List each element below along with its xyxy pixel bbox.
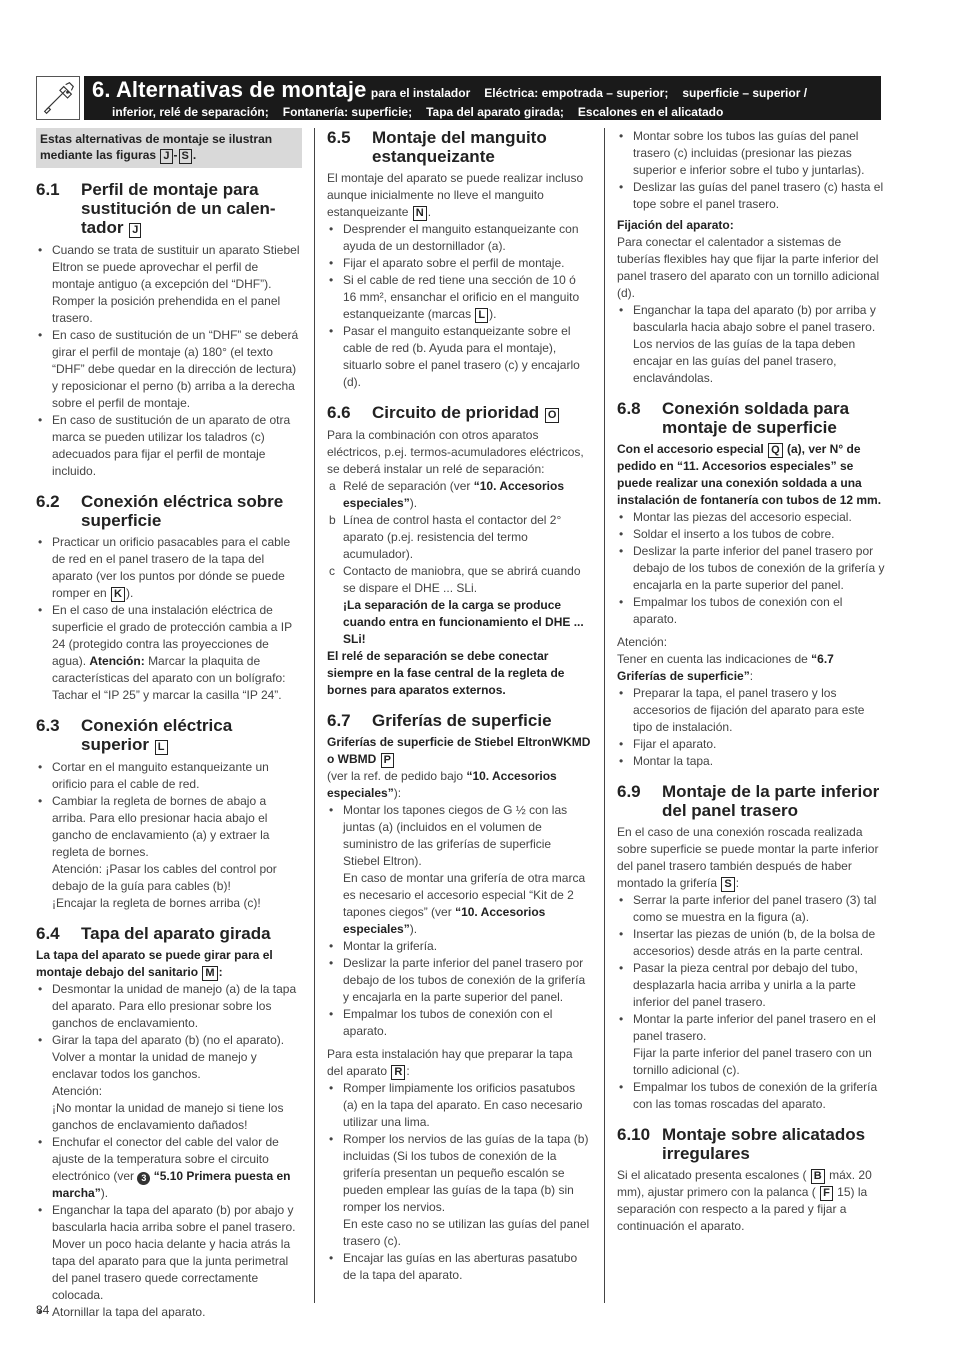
tool-icon [36, 76, 80, 120]
figure-ref: J [129, 223, 141, 238]
list-item: • Cambiar la regleta de bornes de abajo a arriba. Para ello presionar hacia abajo el gancho de enclavamiento (a) y extraer la regleta de bornes. Atención: ¡Pasar los cables del control por debajo de la guía para cables (b)! ¡Encajar la regleta de bornes arriba (c)! [36, 793, 302, 912]
figures-note: Estas alternativas de montaje se ilustran mediante las figuras J - S . [36, 128, 302, 168]
figure-ref: O [545, 408, 560, 423]
list-item: • Deslizar la parte inferior del panel trasero por debajo de los tubos de conexión de la grifería y encajarla en la parte superior del panel. [617, 543, 885, 594]
list-6-4 [36, 981, 302, 1321]
list-item: c Contacto de maniobra, que se abrirá cuando se dispare el DHE ... SLi. ¡La separación de la carga se produce cuando entra en funcionamiento el DHE ... SLi! [329, 564, 584, 646]
list-item: • Fijar el aparato. [617, 736, 885, 753]
header-line2-a: inferior, relé de separación; [112, 105, 269, 119]
list-6-5 [327, 221, 591, 391]
list-item: • Preparar la tapa, el panel trasero y los accesorios de fijación del aparato para este tipo de instalación. [617, 685, 885, 736]
figure-ref: K [111, 587, 125, 602]
list-item: • Deslizar las guías del panel trasero (c) hasta el tope sobre el panel trasero. [617, 179, 885, 213]
list-item: • Romper los nervios de las guías de la tapa (b) incluidas (Si los tubos de conexión de la grifería presentan un pequeño escalón se pueden emplear las guías de la tapa (b) sin romper los nervios. En este caso no se utilizan las guías del panel trasero (c). [327, 1131, 591, 1250]
page-number: 84 [36, 1303, 50, 1317]
list-fixation [617, 302, 885, 387]
column-1 [36, 128, 302, 1321]
paragraph: Para esta instalación hay que preparar la tapa del aparato R : [327, 1047, 573, 1078]
list-item: • Romper limpiamente los orificios pasatubos (a) en la tapa del aparato. En caso necesario utilizar una lima. [327, 1080, 591, 1131]
list-item: • Montar la grifería. [327, 938, 591, 955]
heading-6-8: 6.8 Conexión soldada para montaje de superficie [617, 399, 850, 437]
list-item: • Empalmar los tubos de conexión de la grifería con las tomas roscadas del aparato. [617, 1079, 885, 1113]
figure-ref: M [202, 966, 217, 981]
heading-6-3: 6.3 Conexión eléctrica superior L [36, 716, 233, 754]
heading-6-5: 6.5 Montaje del manguito estanqueizante [327, 128, 547, 166]
figure-ref: F [820, 1186, 833, 1201]
list-item: • Montar los tapones ciegos de G ½ con las juntas (a) (incluidos en el volumen de suministro de las griferías de superficie Stiebel Eltron). En caso de montar una grifería de otra marca es necesario el accesorio especial “Kit de 2 tapones ciegos” (ver “10. Accesorios especiales”). [327, 802, 591, 938]
lettered-list [327, 478, 591, 648]
list-item: • En caso de sustitución de un aparato de otra marca se pueden utilizar los taladros (c) adecuados para fijar el perfil de montaje incluido. [36, 412, 302, 480]
list-item: • Fijar el aparato sobre el perfil de montaje. [327, 255, 591, 272]
figure-ref: S [721, 877, 734, 892]
list-item: • Girar la tapa del aparato (b) (no el aparato). Volver a montar la unidad de manejo y enclavar todos los ganchos. Atención: ¡No montar la unidad de manejo si tiene los ganchos de enclavamiento dañados! [36, 1032, 302, 1134]
list-item: • Desmontar la unidad de manejo (a) de la tapa del aparato. Para ello presionar sobre los ganchos de enclavamiento. [36, 981, 302, 1032]
header-line2-b: Fontanería: superficie; [282, 105, 413, 119]
list-item: • Encajar las guías en las aberturas pasatubo de la tapa del aparato. [327, 1250, 591, 1284]
section-header [84, 76, 881, 120]
list-item: • Montar sobre los tubos las guías del panel trasero (c) incluidas (presionar las piezas superior e inferior sobre el tubo y juntarlas). [617, 128, 885, 179]
list-item: • Cortar en el manguito estanqueizante un orificio para el cable de red. [36, 759, 302, 793]
header-line2-d: Escalones en el alicatado [577, 105, 724, 119]
column-3 [617, 128, 885, 1235]
column-2 [327, 128, 591, 1284]
list-item: a Relé de separación (ver “10. Accesorios especiales”). [329, 479, 565, 510]
paragraph: Griferías de superficie de Stiebel EltronWKMD o WBMD P [327, 735, 591, 766]
figure-ref: L [155, 740, 168, 755]
step-circle-icon: 3 [137, 1172, 150, 1185]
list-6-7-prep [327, 1080, 591, 1284]
paragraph: El relé de separación se debe conectar siempre en la fase central de la regleta de bornes para aparatos externos. [327, 649, 565, 697]
list-item: • Practicar un orificio pasacables para el cable de red en el panel trasero de la tapa del aparato (ver los puntos por dónde se puede romper en K ). [36, 534, 302, 602]
list-continued [617, 128, 885, 213]
list-item: b Línea de control hasta el contactor del 2° aparato (p.ej. resistencia del termo acumulador). [329, 513, 562, 561]
paragraph: Tener en cuenta las indicaciones de “6.7 Griferías de superficie”: [617, 652, 834, 683]
heading-6-10: 6.10 Montaje sobre alicatados irregulares [617, 1125, 866, 1163]
list-item: • Desprender el manguito estanqueizante con ayuda de un destornillador (a). [327, 221, 591, 255]
heading-6-6: 6.6 Circuito de prioridad O [327, 403, 591, 423]
subheading: Fijación del aparato: [617, 218, 734, 232]
list-6-9 [617, 892, 885, 1113]
list-item: • Montar la tapa. [617, 753, 885, 770]
heading-6-2: 6.2 Conexión eléctrica sobre superficie [36, 492, 284, 530]
figure-ref: Q [768, 443, 783, 458]
attention-label: Atención: [617, 635, 668, 649]
paragraph: En el caso de una conexión roscada realizada sobre superficie se puede montar la parte inferior del panel trasero también después de haber montado la grifería S : [617, 825, 879, 890]
paragraph: Con el accesorio especial Q (a), ver N° de pedido en “11. Accesorios especiales” se puede realizar una conexión soldada a una instalación de fontanería con tubos de 12 mm. [617, 442, 882, 507]
list-6-8 [617, 509, 885, 628]
paragraph: La tapa del aparato se puede girar para el montaje debajo del sanitario M : [36, 948, 273, 979]
figure-ref: N [413, 206, 427, 221]
list-item: • Cuando se trata de sustituir un aparato Stiebel Eltron se puede aprovechar el perfil de montaje antiguo (a excepción del “DHF”). Romper la posición prehendida en el panel trasero. [36, 242, 302, 327]
list-item: • Pasar el manguito estanqueizante sobre el cable de red (b. Ayuda para el montaje), situarlo sobre el panel trasero (c) y encajarlo (d). [327, 323, 591, 391]
heading-6-9: 6.9 Montaje de la parte inferior del panel trasero [617, 782, 880, 820]
list-6-8-b [617, 685, 885, 770]
paragraph: Si el alicatado presenta escalones ( B máx. 20 mm), ajustar primero con la palanca ( F 15) la separación con respecto a la pared y fijar a continuación el aparato. [617, 1168, 872, 1233]
header-subtitle-2: Eléctrica: empotrada – superior; [484, 86, 669, 100]
list-6-3 [36, 759, 302, 912]
list-6-7 [327, 802, 591, 1040]
figure-ref: B [811, 1169, 825, 1184]
list-item: • Si el cable de red tiene una sección de 10 ó 16 mm², ensanchar el orificio en el manguito estanqueizante (marcas L ). [327, 272, 591, 323]
section-title: 6. Alternativas de montaje [92, 77, 367, 102]
paragraph: Para conectar el calentador a sistemas de tuberías flexibles hay que fijar la parte inferior del panel trasero del aparato con un tornillo adicional (d). [617, 235, 880, 300]
figure-ref: P [381, 753, 394, 768]
heading-6-7: 6.7 Griferías de superficie [327, 711, 552, 730]
list-item: • Enchufar el conector del cable del valor de ajuste de la temperatura sobre el circuito electrónico (ver 3 “5.10 Primera puesta en marcha”). [36, 1134, 302, 1202]
header-line2-c: Tapa del aparato girada; [426, 105, 564, 119]
paragraph: Para la combinación con otros aparatos eléctricos, p.ej. termos-acumuladores eléctricos, se deberá instalar un relé de separación: [327, 428, 584, 476]
column-divider [314, 128, 315, 1303]
list-item: • Serrar la parte inferior del panel trasero (3) tal como se muestra en la figura (a). [617, 892, 885, 926]
header-subtitle-1: para el instalador [370, 86, 471, 100]
paragraph: (ver la ref. de pedido bajo “10. Accesorios especiales”): [327, 769, 557, 800]
list-item: • Deslizar la parte inferior del panel trasero por debajo de los tubos de conexión de la grifería y encajarla en la parte superior del panel. [327, 955, 591, 1006]
list-item: • En caso de sustitución de un “DHF” se deberá girar el perfil de montaje (a) 180° (el texto “DHF” debe quedar en la dirección de lectura) y reposicionar el perno (b) arriba a la derecha sobre el perfil de montaje. [36, 327, 302, 412]
header-subtitle-3: superficie – superior / [682, 86, 808, 100]
column-divider [604, 128, 605, 1303]
list-item: • Empalmar los tubos de conexión con el aparato. [327, 1006, 591, 1040]
list-item: • Soldar el inserto a los tubos de cobre. [617, 526, 885, 543]
list-6-1 [36, 242, 302, 480]
list-item: • Insertar las piezas de unión (b, de la bolsa de accesorios) desde atrás en la parte central. [617, 926, 885, 960]
list-item: • Empalmar los tubos de conexión con el aparato. [617, 594, 885, 628]
list-item: • Pasar la pieza central por debajo del tubo, desplazarla hacia arriba y unirla a la parte inferior del panel trasero. [617, 960, 885, 1011]
paragraph: El montaje del aparato se puede realizar incluso aunque inicialmente no lleve el manguito estanqueizante N . [327, 171, 584, 219]
figure-ref: R [391, 1065, 405, 1080]
figure-ref: S [179, 149, 192, 164]
list-item: • Montar la parte inferior del panel trasero en el panel trasero. Fijar la parte inferior del panel trasero con un tornillo adicional (c). [617, 1011, 885, 1079]
list-item: • Atornillar la tapa del aparato. [36, 1304, 302, 1321]
heading-6-1: 6.1 Perfil de montaje para sustitución de un calen- tador J [36, 180, 276, 237]
figure-ref: J [160, 149, 172, 164]
list-item: • En el caso de una instalación eléctrica de superficie el grado de protección cambia a IP 24 (protegido contra las proyecciones de agua). Atención: Marcar la plaquita de características del aparato con un bolígrafo: Tachar el “IP 25” y marcar la casilla “IP 24”. [36, 602, 302, 704]
figure-ref: L [475, 308, 488, 323]
heading-6-4: 6.4 Tapa del aparato girada [36, 924, 271, 943]
list-item: • Enganchar la tapa del aparato (b) por abajo y bascularla hacia arriba sobre el panel trasero. Mover un poco hacia delante y hacia atrás la tapa del aparato para que la junta perimetral del panel trasero quede correctamente colocada. [36, 1202, 302, 1304]
list-item: • Enganchar la tapa del aparato (b) por arriba y bascularla hacia abajo sobre el panel trasero. Los nervios de las guías de la tapa deben encajar en las guías del panel trasero, enclavándolas. [617, 302, 885, 387]
list-6-2 [36, 534, 302, 704]
list-item: • Montar las piezas del accesorio especial. [617, 509, 885, 526]
